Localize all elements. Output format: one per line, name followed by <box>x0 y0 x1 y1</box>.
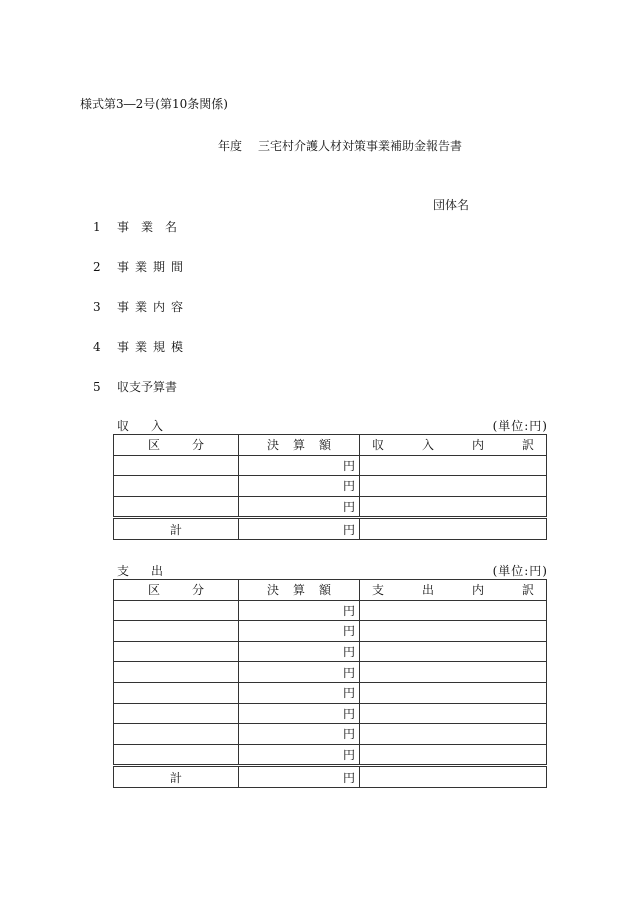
detail-cell[interactable] <box>360 621 547 642</box>
total-detail-cell[interactable] <box>360 518 547 540</box>
detail-cell[interactable] <box>360 744 547 766</box>
total-amount-cell[interactable]: 円 <box>239 766 360 788</box>
amount-cell[interactable]: 円 <box>239 724 360 745</box>
detail-cell[interactable] <box>360 641 547 662</box>
detail-cell[interactable] <box>360 703 547 724</box>
detail-cell[interactable] <box>360 724 547 745</box>
amount-cell[interactable]: 円 <box>239 703 360 724</box>
item-business-scale <box>93 338 189 355</box>
table-row <box>114 703 547 724</box>
detail-cell[interactable] <box>360 455 547 476</box>
table-row <box>114 476 547 497</box>
item-business-name <box>93 218 189 235</box>
amount-cell[interactable]: 円 <box>239 744 360 766</box>
header-category: 区 分 <box>114 580 239 601</box>
item-number: 2 <box>93 260 101 274</box>
title-year: 年度 <box>218 139 243 153</box>
category-cell[interactable] <box>114 455 239 476</box>
item-business-content <box>93 298 189 315</box>
item-business-period <box>93 258 189 275</box>
amount-cell[interactable]: 円 <box>239 621 360 642</box>
category-cell[interactable] <box>114 476 239 497</box>
amount-cell[interactable]: 円 <box>239 641 360 662</box>
detail-cell[interactable] <box>360 662 547 683</box>
income-section-label: 収入 <box>117 419 186 433</box>
header-detail: 支 出 内 訳 <box>360 580 547 601</box>
amount-cell[interactable]: 円 <box>239 600 360 621</box>
total-detail-cell[interactable] <box>360 766 547 788</box>
table-row <box>114 641 547 662</box>
expense-unit-label: (単位:円) <box>492 564 548 578</box>
item-label: 収支予算書 <box>117 380 178 394</box>
total-row <box>114 518 547 540</box>
item-label: 事業内容 <box>117 300 190 314</box>
expense-table <box>113 579 547 788</box>
header-detail: 収 入 内 訳 <box>360 435 547 456</box>
category-cell[interactable] <box>114 703 239 724</box>
title-text: 三宅村介護人材対策事業補助金報告書 <box>258 139 463 153</box>
detail-cell[interactable] <box>360 682 547 703</box>
header-amount: 決 算 額 <box>239 435 360 456</box>
table-row <box>114 724 547 745</box>
organization-name-label: 団体名 <box>433 198 470 212</box>
form-number: 様式第3―2号(第10条関係) <box>80 97 228 111</box>
income-unit-label: (単位:円) <box>492 419 548 433</box>
item-number: 4 <box>93 340 101 354</box>
item-label: 事業名 <box>117 220 190 234</box>
total-amount-cell[interactable]: 円 <box>239 518 360 540</box>
total-label: 計 <box>114 518 239 540</box>
item-number: 5 <box>93 380 101 394</box>
item-number: 3 <box>93 300 101 314</box>
table-row <box>114 682 547 703</box>
detail-cell[interactable] <box>360 476 547 497</box>
document-title <box>218 137 462 154</box>
table-header-row <box>114 435 547 456</box>
income-table <box>113 434 547 540</box>
header-amount: 決 算 額 <box>239 580 360 601</box>
category-cell[interactable] <box>114 600 239 621</box>
amount-cell[interactable]: 円 <box>239 496 360 518</box>
category-cell[interactable] <box>114 662 239 683</box>
category-cell[interactable] <box>114 744 239 766</box>
category-cell[interactable] <box>114 496 239 518</box>
category-cell[interactable] <box>114 682 239 703</box>
amount-cell[interactable]: 円 <box>239 662 360 683</box>
total-row <box>114 766 547 788</box>
amount-cell[interactable]: 円 <box>239 682 360 703</box>
category-cell[interactable] <box>114 724 239 745</box>
item-label: 事業期間 <box>117 260 190 274</box>
category-cell[interactable] <box>114 621 239 642</box>
detail-cell[interactable] <box>360 496 547 518</box>
table-header-row <box>114 580 547 601</box>
table-row <box>114 621 547 642</box>
header-category: 区 分 <box>114 435 239 456</box>
item-label: 事業規模 <box>117 340 190 354</box>
table-row <box>114 662 547 683</box>
detail-cell[interactable] <box>360 600 547 621</box>
item-budget-statement <box>93 378 177 395</box>
expense-section-label: 支出 <box>117 564 186 578</box>
table-row <box>114 600 547 621</box>
amount-cell[interactable]: 円 <box>239 455 360 476</box>
table-row <box>114 455 547 476</box>
item-number: 1 <box>93 220 101 234</box>
table-row <box>114 744 547 766</box>
total-label: 計 <box>114 766 239 788</box>
table-row <box>114 496 547 518</box>
amount-cell[interactable]: 円 <box>239 476 360 497</box>
category-cell[interactable] <box>114 641 239 662</box>
